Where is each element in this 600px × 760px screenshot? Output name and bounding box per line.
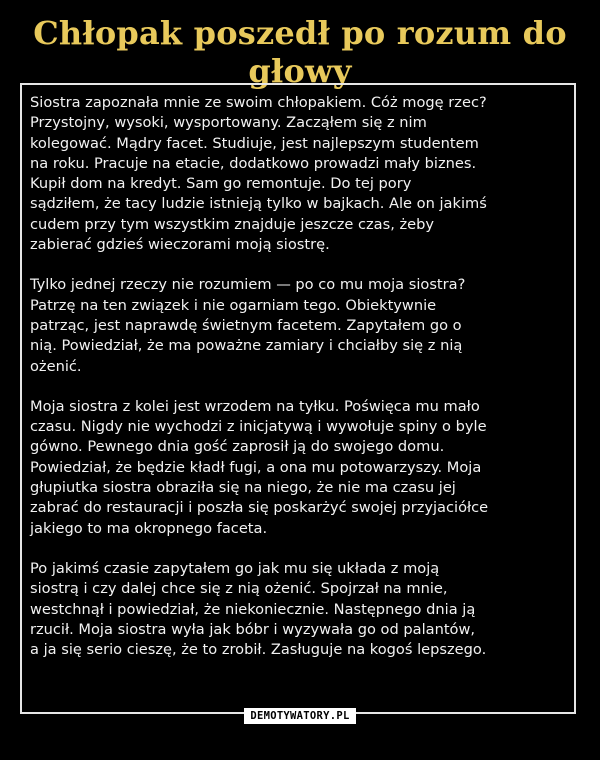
page-title: Chłopak poszedł po rozum do głowy [33,14,567,90]
story-frame [20,83,576,714]
text-line: zabierać gdzieś wieczorami moją siostrę. [30,236,330,254]
text-line: siostrą i czy dalej chce się z nią ożenić. Spojrzał na mnie, [30,580,448,598]
demotywatory-logo[interactable]: DEMOTYWATORY.PL [244,708,356,724]
text-line: gówno. Pewnego dnia gość zaprosił ją do swojego domu. [30,438,445,456]
text-line: zabrać do restauracji i poszła się poskarżyć swojej przyjaciółce [30,499,489,517]
paragraph [30,397,570,539]
text-line: kolegować. Mądry facet. Studiuje, jest najlepszym studentem [30,134,479,152]
text-line: Tylko jednej rzeczy nie rozumiem — po co mu moja siostra? [30,276,466,294]
text-line: czasu. Nigdy nie wychodzi z inicjatywą i wywołuje spiny o byle [30,418,487,436]
text-line: głupiutka siostra obraziła się na niego, że nie ma czasu jej [30,479,456,497]
text-line: Po jakimś czasie zapytałem go jak mu się układa z moją [30,559,440,577]
paragraph [30,559,570,660]
text-line: Powiedział, że będzie kładł fugi, a ona mu potowarzyszy. Moja [30,458,482,476]
text-line: rzucił. Moja siostra wyła jak bóbr i wyzywała go od palantów, [30,620,476,638]
story-text [30,93,570,660]
text-line: westchnął i powiedział, że niekoniecznie. Następnego dnia ją [30,600,476,618]
text-line: Moja siostra z kolei jest wrzodem na tyłku. Poświęca mu mało [30,397,480,415]
text-line: na roku. Pracuje na etacie, dodatkowo prowadzi mały biznes. [30,154,477,172]
text-line: ożenić. [30,357,82,375]
text-line: Kupił dom na kredyt. Sam go remontuje. Do tej pory [30,175,412,193]
text-line: Siostra zapoznała mnie ze swoim chłopakiem. Cóż mogę rzec? [30,94,487,111]
text-line: jakiego to ma okropnego faceta. [30,519,268,537]
text-line: cudem przy tym wszystkim znajduje jeszcze czas, żeby [30,215,435,233]
paragraph [30,275,570,376]
text-line: sądziłem, że tacy ludzie istnieją tylko w bajkach. Ale on jakimś [30,195,487,213]
text-line: Patrzę na ten związek i nie ogarniam tego. Obiektywnie [30,296,437,314]
text-line: nią. Powiedział, że ma poważne zamiary i chciałby się z nią [30,337,463,355]
text-line: patrząc, jest naprawdę świetnym facetem. Zapytałem go o [30,316,462,334]
text-line: Przystojny, wysoki, wysportowany. Zacząłem się z nim [30,114,427,132]
paragraph [30,93,570,255]
text-line: a ja się serio cieszę, że to zrobił. Zasługuje na kogoś lepszego. [30,641,487,659]
